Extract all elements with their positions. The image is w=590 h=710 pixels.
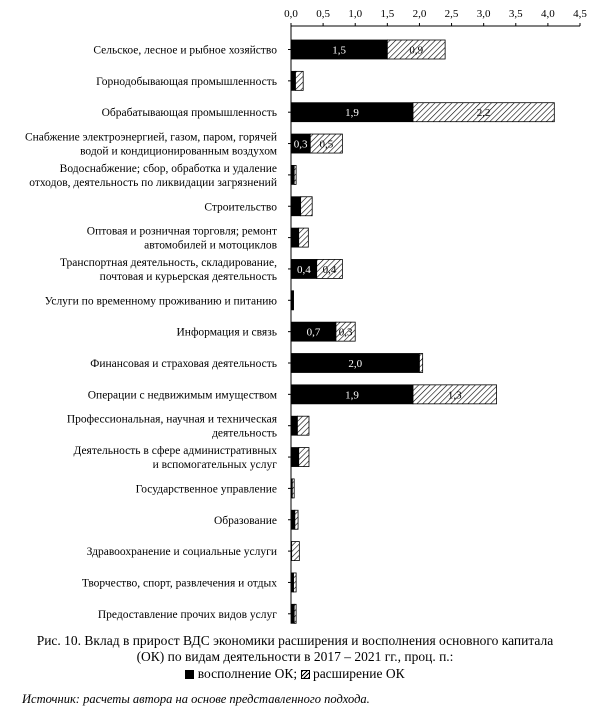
bar-expansion: [295, 510, 298, 529]
x-tick-label: 4,0: [541, 8, 555, 20]
legend-swatch-expansion: [301, 670, 310, 679]
category-label: Транспортная деятельность, складирование,: [59, 256, 277, 269]
category-label: Здравоохранение и социальные услуги: [86, 546, 277, 559]
bar-replenishment: [291, 228, 299, 247]
x-tick-label: 4,5: [573, 8, 587, 20]
bar-expansion: [419, 354, 422, 373]
value-label-replenishment: 1,9: [345, 107, 359, 120]
axis: [284, 8, 587, 614]
category-label: Строительство: [204, 201, 277, 214]
category-labels: [25, 45, 278, 621]
legend-label-replenishment: восполнение ОК;: [197, 666, 298, 681]
bar-expansion: [295, 71, 303, 90]
value-label-expansion: 0,5: [319, 138, 334, 151]
bar-replenishment: [291, 197, 301, 216]
bar-replenishment: [291, 510, 295, 529]
bar-expansion: [299, 228, 309, 247]
bar-replenishment: [291, 604, 294, 623]
category-label: Обрабатывающая промышленность: [101, 107, 277, 120]
category-label: автомобилей и мотоциклов: [144, 239, 277, 252]
bar-expansion: [297, 416, 309, 435]
figure-caption-line-2: (ОК) по видам деятельности в 2017 – 2021 гг., проц. п.:: [136, 649, 454, 664]
x-tick-label: 1,5: [380, 8, 395, 20]
value-label-expansion: 0,9: [409, 44, 424, 57]
value-label-replenishment: 0,4: [296, 263, 311, 276]
value-label-expansion: 0,4: [322, 263, 337, 276]
category-label: Государственное управление: [135, 483, 277, 496]
bar-replenishment: [291, 416, 297, 435]
x-tick-label: 1,0: [348, 8, 363, 20]
x-tick-label: 2,0: [412, 8, 427, 20]
legend-label-expansion: расширение ОК: [312, 666, 405, 681]
category-label: Творчество, спорт, развлечения и отдых: [81, 577, 277, 590]
category-label: Предоставление прочих видов услуг: [97, 608, 277, 621]
x-tick-label: 3,5: [508, 8, 523, 20]
category-label: Образование: [213, 514, 277, 527]
category-label: деятельность: [212, 427, 277, 440]
x-tick-label: 0,5: [316, 8, 330, 20]
bar-expansion: [294, 165, 296, 184]
bar-replenishment: [291, 165, 294, 184]
x-tick-label: 0,0: [284, 8, 298, 20]
value-label-replenishment: 2,0: [348, 358, 363, 370]
legend: [0, 666, 590, 682]
category-label: Горнодобывающая промышленность: [96, 75, 277, 88]
category-label: отходов, деятельность по ликвидации загрязнений: [29, 176, 277, 189]
value-label-expansion: 2,2: [476, 107, 491, 120]
category-label: водой и кондиционированным воздухом: [80, 145, 277, 158]
bar-expansion: [299, 448, 309, 467]
x-tick-label: 3,0: [476, 8, 491, 20]
category-label: Водоснабжение; сбор, обработка и удаление: [59, 162, 277, 175]
value-label-replenishment: 1,9: [345, 389, 359, 402]
value-label-expansion: 0,3: [338, 326, 353, 339]
bar-replenishment: [291, 448, 299, 467]
category-label: Деятельность в сфере административных: [73, 445, 277, 458]
category-label: почтовая и курьерская деятельность: [99, 270, 277, 283]
value-label-replenishment: 1,5: [332, 44, 347, 57]
bar-expansion: [294, 604, 296, 623]
bars: [291, 40, 554, 623]
value-label-replenishment: 0,7: [306, 326, 321, 339]
source-note: Источник: расчеты автора на основе представленного подхода.: [22, 692, 370, 706]
category-label: Профессиональная, научная и техническая: [66, 413, 277, 426]
category-label: Услуги по временному проживанию и питанию: [44, 295, 277, 308]
category-label: Оптовая и розничная торговля; ремонт: [86, 225, 277, 238]
category-label: Финансовая и страховая деятельность: [90, 358, 277, 370]
x-tick-label: 2,5: [444, 8, 459, 20]
bar-expansion: [292, 542, 300, 561]
category-label: Сельское, лесное и рыбное хозяйство: [93, 44, 277, 57]
category-label: и вспомогательных услуг: [152, 459, 277, 472]
category-label: Операции с недвижимым имуществом: [87, 389, 277, 402]
bar-expansion: [301, 197, 313, 216]
figure-caption-line-1: Рис. 10. Вклад в прирост ВДС экономики расширения и восполнения основного капитала: [36, 633, 554, 648]
value-label-replenishment: 0,3: [293, 138, 308, 151]
value-label-expansion: 1,3: [447, 389, 462, 402]
bar-replenishment: [291, 71, 295, 90]
bar-expansion: [294, 573, 297, 592]
bar-expansion: [292, 479, 294, 498]
category-label: Информация и связь: [176, 326, 277, 339]
legend-swatch-replenishment: [185, 670, 194, 679]
category-label: Снабжение электроэнергией, газом, паром, горячей: [24, 131, 277, 144]
bar-expansion: [293, 291, 294, 310]
